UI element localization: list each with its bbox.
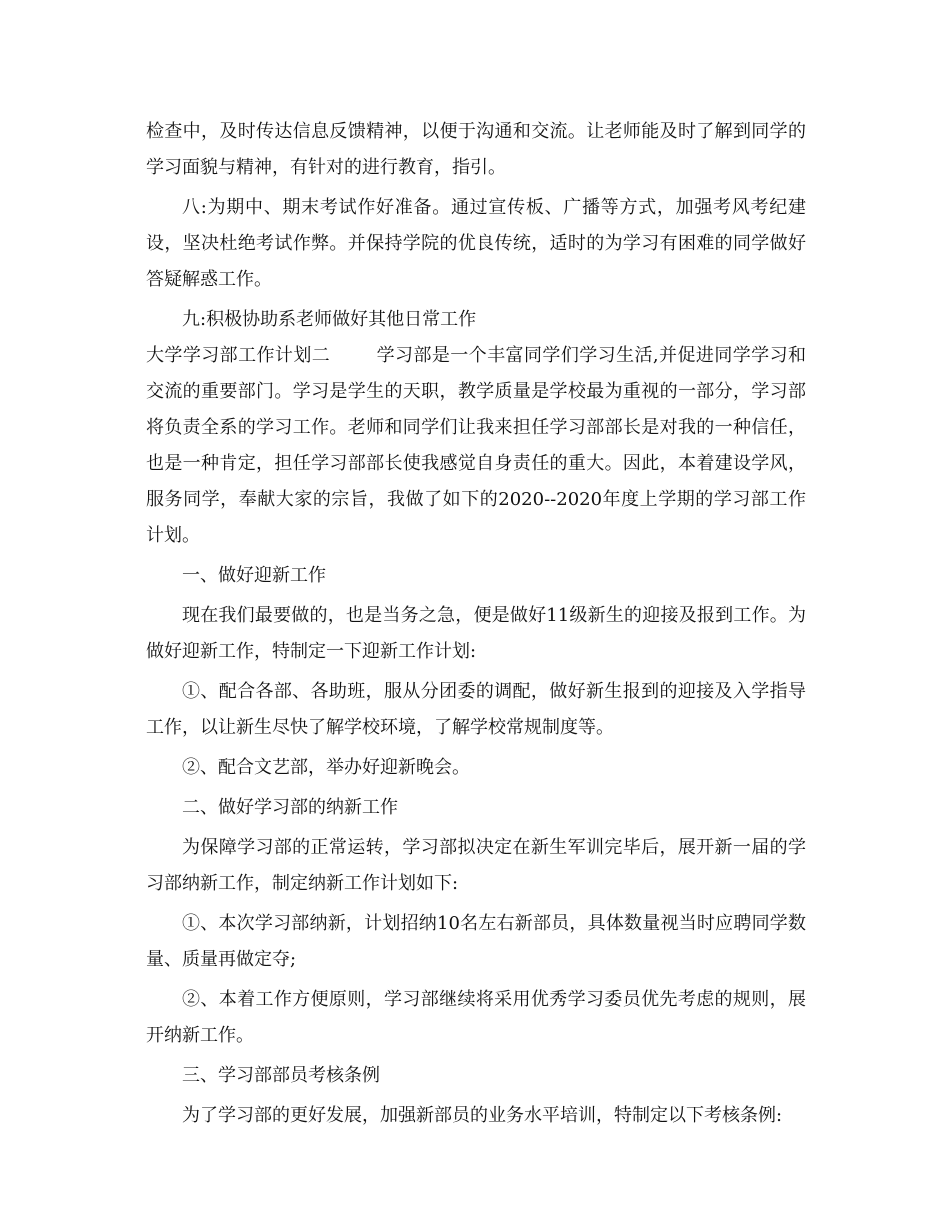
heading-paragraph: 一、做好迎新工作 xyxy=(182,565,326,586)
section-title: 大学学习部工作计划二 xyxy=(146,345,331,366)
list-paragraph: ②、配合文艺部，举办好迎新晚会。 xyxy=(182,757,470,778)
paragraph: 八:为期中、期末考试作好准备。通过宣传板、广播等方式，加强考风考纪建设，坚决杜绝考试作弊。并保持学院的优良传统，适时的为学习有困难的同学做好答疑解惑工作。 xyxy=(146,197,806,290)
paragraph: 九:积极协助系老师做好其他日常工作 xyxy=(182,309,477,330)
heading-paragraph: 三、学习部部员考核条例 xyxy=(182,1065,380,1086)
list-paragraph: ②、本着工作方便原则，学习部继续将采用优秀学习委员优先考虑的规则，展开纳新工作。 xyxy=(146,989,806,1046)
paragraph: 现在我们最要做的，也是当务之急，便是做好11级新生的迎接及报到工作。为做好迎新工作，特制定一下迎新工作计划: xyxy=(146,605,806,662)
paragraph: 为保障学习部的正常运转，学习部拟决定在新生军训完毕后，展开新一届的学习部纳新工作，制定纳新工作计划如下: xyxy=(146,837,806,894)
section-body: 学习部是一个丰富同学们学习生活,并促进同学学习和交流的重要部门。学习是学生的天职，教学质量是学校最为重视的一部分，学习部将负责全系的学习工作。老师和同学们让我来担任学习部部长是对我的一种信任，也是一种肯定，担任学习部部长使我感觉自身责任的重大。因此，本着建设学风，服务同学，奉献大家的宗旨，我做了如下的2020--2020年度上学期的学习部工作计划。 xyxy=(146,345,806,546)
paragraph: 检查中，及时传达信息反馈精神，以便于沟通和交流。让老师能及时了解到同学的学习面貌与精神，有针对的进行教育，指引。 xyxy=(146,121,806,178)
list-paragraph: ①、配合各部、各助班，服从分团委的调配，做好新生报到的迎接及入学指导工作，以让新生尽快了解学校环境，了解学校常规制度等。 xyxy=(146,681,806,738)
section-paragraph xyxy=(146,338,806,554)
document-body xyxy=(146,114,806,1138)
heading-paragraph: 二、做好学习部的纳新工作 xyxy=(182,797,398,818)
paragraph: 为了学习部的更好发展，加强新部员的业务水平培训，特制定以下考核条例: xyxy=(182,1105,783,1126)
list-paragraph: ①、本次学习部纳新，计划招纳10名左右新部员，具体数量视当时应聘同学数量、质量再做定夺; xyxy=(146,913,806,970)
